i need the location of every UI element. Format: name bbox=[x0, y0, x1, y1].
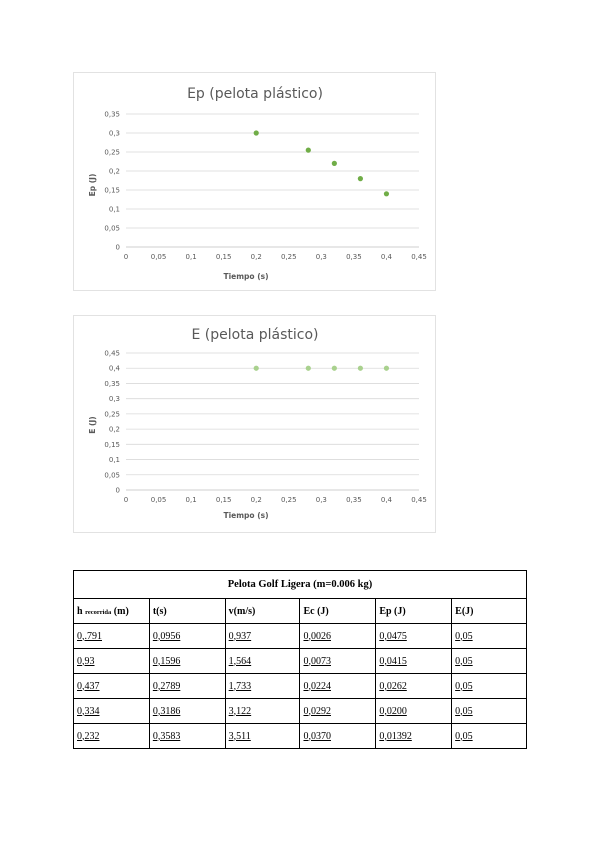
data-point bbox=[306, 148, 311, 153]
golf-ball-table bbox=[73, 570, 527, 749]
x-tick-label: 0,45 bbox=[411, 253, 427, 261]
y-axis-title: Ep (J) bbox=[88, 173, 97, 197]
chart-title: E (pelota plástico) bbox=[191, 327, 319, 343]
cell-h: 0,93 bbox=[74, 649, 150, 674]
y-tick-label: 0,05 bbox=[104, 224, 120, 233]
table-header-row bbox=[74, 599, 527, 624]
y-tick-label: 0,1 bbox=[108, 205, 120, 214]
cell-t: 0,3583 bbox=[149, 724, 225, 749]
x-tick-label: 0,3 bbox=[315, 496, 327, 504]
e-chart bbox=[73, 315, 436, 533]
ep-chart bbox=[73, 72, 436, 291]
header-ep: Ep (J) bbox=[376, 599, 452, 624]
y-tick-label: 0 bbox=[115, 486, 120, 495]
cell-t: 0,0956 bbox=[149, 624, 225, 649]
data-point bbox=[254, 130, 259, 135]
cell-v: 1,733 bbox=[225, 674, 300, 699]
x-tick-label: 0,15 bbox=[215, 253, 232, 261]
cell-h: 0,334 bbox=[74, 699, 150, 724]
data-point bbox=[332, 366, 337, 371]
y-tick-label: 0,2 bbox=[108, 167, 120, 176]
cell-e: 0,05 bbox=[452, 624, 527, 649]
x-tick-label: 0,45 bbox=[411, 496, 427, 504]
x-tick-label: 0 bbox=[123, 253, 129, 261]
data-point bbox=[384, 366, 389, 371]
cell-t: 0,2789 bbox=[149, 674, 225, 699]
data-point bbox=[332, 161, 337, 166]
x-tick-label: 0,35 bbox=[346, 496, 362, 504]
cell-e: 0,05 bbox=[452, 699, 527, 724]
x-axis-title: Tiempo (s) bbox=[223, 511, 269, 520]
y-tick-label: 0,25 bbox=[104, 410, 120, 419]
cell-e: 0,05 bbox=[452, 724, 527, 749]
table-row bbox=[74, 699, 527, 724]
y-tick-label: 0,1 bbox=[108, 456, 120, 465]
cell-t: 0,3186 bbox=[149, 699, 225, 724]
x-tick-label: 0 bbox=[123, 496, 129, 504]
y-axis-title: E (J) bbox=[88, 416, 97, 434]
y-tick-label: 0 bbox=[115, 243, 120, 252]
cell-ec: 0,0026 bbox=[300, 624, 376, 649]
cell-v: 1,564 bbox=[225, 649, 300, 674]
ep-chart-svg bbox=[74, 73, 435, 290]
x-tick-label: 0,25 bbox=[280, 496, 297, 504]
cell-ep: 0,0415 bbox=[376, 649, 452, 674]
y-tick-label: 0,35 bbox=[104, 379, 120, 388]
table-row bbox=[74, 649, 527, 674]
cell-ec: 0,0073 bbox=[300, 649, 376, 674]
e-chart-svg bbox=[74, 316, 435, 532]
data-point bbox=[306, 366, 311, 371]
header-h: h recorrida (m) bbox=[74, 599, 150, 624]
y-tick-label: 0,3 bbox=[108, 129, 120, 138]
header-ec: Ec (J) bbox=[300, 599, 376, 624]
header-e: E(J) bbox=[452, 599, 527, 624]
data-point bbox=[358, 366, 363, 371]
x-tick-label: 0,15 bbox=[215, 496, 232, 504]
cell-ec: 0,0224 bbox=[300, 674, 376, 699]
cell-ep: 0,0262 bbox=[376, 674, 452, 699]
cell-ep: 0,0200 bbox=[376, 699, 452, 724]
cell-e: 0,05 bbox=[452, 649, 527, 674]
data-point bbox=[358, 176, 363, 181]
cell-ec: 0,0370 bbox=[300, 724, 376, 749]
cell-ec: 0,0292 bbox=[300, 699, 376, 724]
header-t: t(s) bbox=[149, 599, 225, 624]
y-tick-label: 0,2 bbox=[108, 425, 120, 434]
cell-ep: 0,01392 bbox=[376, 724, 452, 749]
y-tick-label: 0,25 bbox=[104, 148, 120, 157]
y-tick-label: 0,05 bbox=[104, 471, 120, 480]
y-tick-label: 0,15 bbox=[104, 186, 120, 195]
cell-h: 0,.791 bbox=[74, 624, 150, 649]
x-tick-label: 0,2 bbox=[250, 253, 262, 261]
y-tick-label: 0,3 bbox=[108, 395, 120, 404]
table-row bbox=[74, 674, 527, 699]
x-tick-label: 0,4 bbox=[380, 253, 393, 261]
data-point bbox=[254, 366, 259, 371]
y-tick-label: 0,35 bbox=[104, 110, 120, 119]
y-tick-label: 0,45 bbox=[104, 349, 120, 358]
x-axis-title: Tiempo (s) bbox=[223, 272, 269, 281]
x-tick-label: 0,05 bbox=[150, 253, 167, 261]
x-tick-label: 0,1 bbox=[185, 253, 197, 261]
cell-h: 0,437 bbox=[74, 674, 150, 699]
x-tick-label: 0,3 bbox=[315, 253, 327, 261]
x-tick-label: 0,25 bbox=[280, 253, 297, 261]
x-tick-label: 0,4 bbox=[380, 496, 393, 504]
y-tick-label: 0,4 bbox=[108, 364, 120, 373]
x-tick-label: 0,1 bbox=[185, 496, 197, 504]
cell-t: 0,1596 bbox=[149, 649, 225, 674]
data-point bbox=[384, 191, 389, 196]
table-row bbox=[74, 624, 527, 649]
y-tick-label: 0,15 bbox=[104, 440, 120, 449]
x-tick-label: 0,35 bbox=[346, 253, 362, 261]
cell-v: 3,122 bbox=[225, 699, 300, 724]
cell-ep: 0,0475 bbox=[376, 624, 452, 649]
cell-h: 0,232 bbox=[74, 724, 150, 749]
cell-v: 3,511 bbox=[225, 724, 300, 749]
cell-e: 0,05 bbox=[452, 674, 527, 699]
cell-v: 0,937 bbox=[225, 624, 300, 649]
header-v: v(m/s) bbox=[225, 599, 300, 624]
x-tick-label: 0,2 bbox=[250, 496, 262, 504]
table-row bbox=[74, 724, 527, 749]
chart-title: Ep (pelota plástico) bbox=[187, 86, 323, 102]
table-title: Pelota Golf Ligera (m=0.006 kg) bbox=[74, 571, 527, 599]
x-tick-label: 0,05 bbox=[150, 496, 167, 504]
